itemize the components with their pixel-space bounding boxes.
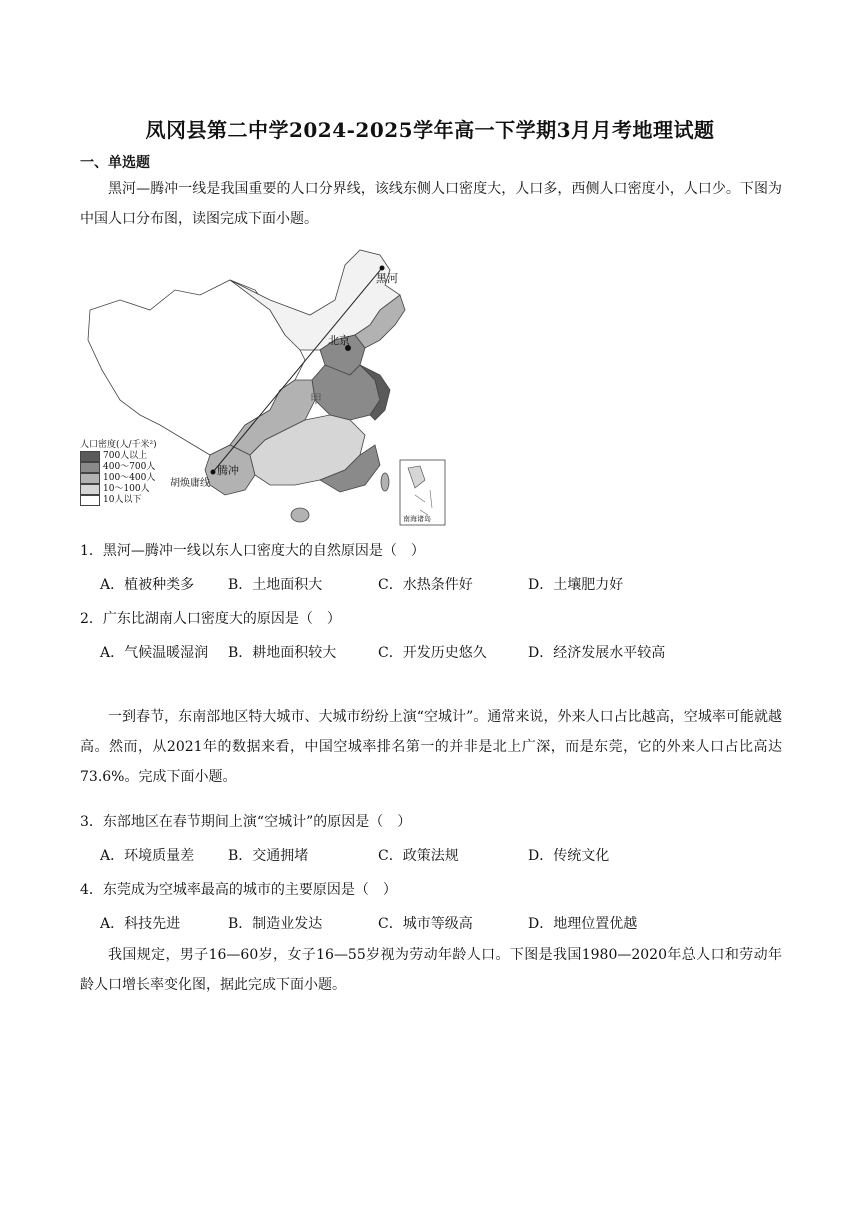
legend-item (80, 462, 157, 473)
population-map (80, 240, 452, 528)
legend-swatch (80, 462, 100, 473)
passage-1: 黑河—腾冲一线是我国重要的人口分界线，该线东侧人口密度大，人口多，西侧人口密度小，人口少。下图为中国人口分布图，读图完成下面小题。 (80, 181, 782, 227)
question-1: 1．黑河—腾冲一线以东人口密度大的自然原因是（ ） (80, 543, 425, 559)
question-3-options (100, 845, 800, 865)
label-beijing: 北京 (328, 334, 350, 347)
q2-option-a[interactable]: A．气候温暖湿润 (100, 645, 209, 661)
q2-option-c[interactable]: C．开发历史悠久 (378, 645, 487, 661)
legend-label: 400～700人 (103, 462, 156, 472)
q1-option-c[interactable]: C．水热条件好 (378, 577, 473, 593)
passage-2: 一到春节，东南部地区特大城市、大城市纷纷上演“空城计”。通常来说，外来人口占比越高，空城率可能就越高。然而，从2021年的数据来看，中国空城率排名第一的并非是北上广深，而是东莞，它的外来人口占比高达73.6%。完成下面小题。 (80, 709, 782, 785)
legend-item (80, 495, 157, 506)
q3-option-b[interactable]: B．交通拥堵 (228, 848, 309, 864)
q3-option-c[interactable]: C．政策法规 (378, 848, 459, 864)
legend-label: 700人以上 (103, 451, 148, 461)
q4-option-d[interactable]: D．地理位置优越 (528, 916, 638, 932)
legend-swatch (80, 451, 100, 462)
question-4-options (100, 913, 800, 933)
legend-title: 人口密度(人/千米²) (80, 440, 157, 450)
q2-option-b[interactable]: B．耕地面积较大 (228, 645, 337, 661)
q4-option-c[interactable]: C．城市等级高 (378, 916, 473, 932)
question-2: 2．广东比湖南人口密度大的原因是（ ） (80, 611, 341, 627)
legend-label: 10～100人 (103, 484, 150, 494)
label-hu-line: 胡焕庸线 (170, 478, 210, 489)
question-3: 3．东部地区在春节期间上演“空城计”的原因是（ ） (80, 814, 412, 830)
label-heihe: 黑河 (376, 272, 398, 285)
map-legend (80, 440, 157, 506)
label-jia: 甲 (310, 392, 323, 406)
q4-option-b[interactable]: B．制造业发达 (228, 916, 323, 932)
legend-item (80, 484, 157, 495)
q2-option-d[interactable]: D．经济发展水平较高 (528, 645, 666, 661)
legend-label: 10人以下 (103, 495, 142, 505)
q3-option-a[interactable]: A．环境质量差 (100, 848, 195, 864)
question-4: 4．东莞成为空城率最高的城市的主要原因是（ ） (80, 882, 397, 898)
q1-option-a[interactable]: A．植被种类多 (100, 577, 195, 593)
question-2-options (100, 642, 800, 662)
legend-swatch (80, 473, 100, 484)
legend-label: 100～400人 (103, 473, 156, 483)
q4-option-a[interactable]: A．科技先进 (100, 916, 181, 932)
section-heading: 一、单选题 (80, 155, 150, 171)
inset-label: 南海诸岛 (403, 515, 431, 523)
legend-item (80, 473, 157, 484)
legend-swatch (80, 495, 100, 506)
legend-swatch (80, 484, 100, 495)
q3-option-d[interactable]: D．传统文化 (528, 848, 610, 864)
passage-3: 我国规定，男子16—60岁，女子16—55岁视为劳动年龄人口。下图是我国1980—2020年总人口和劳动年龄人口增长率变化图，据此完成下面小题。 (80, 947, 782, 993)
question-1-options (100, 574, 800, 594)
q1-option-b[interactable]: B．土地面积大 (228, 577, 323, 593)
q1-option-d[interactable]: D．土壤肥力好 (528, 577, 624, 593)
page-title: 凤冈县第二中学2024-2025学年高一下学期3月月考地理试题 (145, 118, 715, 142)
label-tengchong: 腾冲 (217, 464, 239, 477)
legend-item (80, 451, 157, 462)
